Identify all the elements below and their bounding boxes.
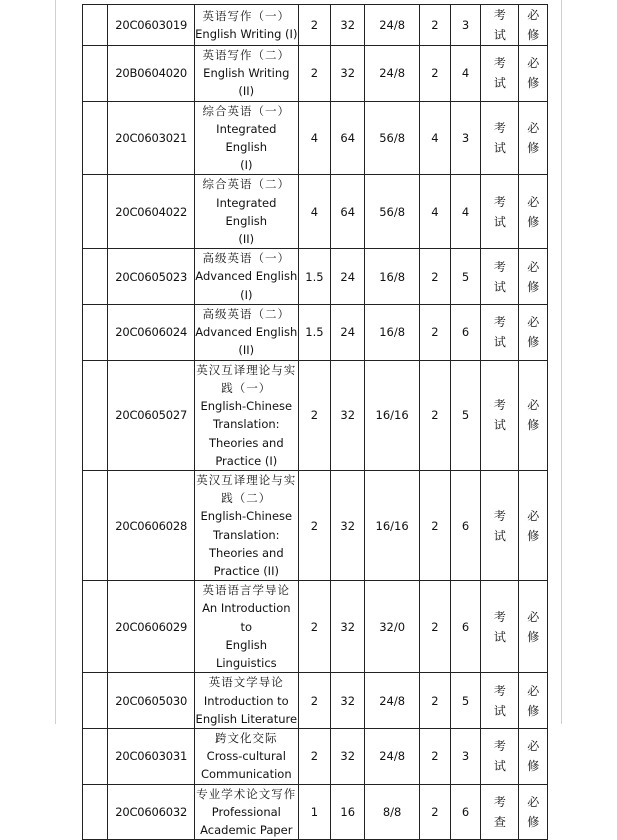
course-type (519, 581, 548, 673)
course-split: 16/16 (365, 471, 420, 581)
category-cell (83, 581, 108, 673)
course-split: 56/8 (365, 101, 420, 175)
course-type-char: 必 (527, 739, 540, 754)
category-cell (83, 360, 108, 470)
course-semester: 3 (450, 101, 481, 175)
course-code: 20C0605027 (108, 360, 195, 470)
course-type-char: 必 (527, 121, 540, 136)
course-assessment (481, 46, 519, 102)
course-type-char: 修 (527, 214, 540, 229)
course-assessment-char: 试 (493, 141, 506, 156)
course-type (519, 304, 548, 360)
course-hours: 32 (331, 581, 365, 673)
course-name-en: English Linguistics (215, 637, 277, 671)
course-type (519, 101, 548, 175)
course-weekly: 2 (420, 304, 451, 360)
course-type-char: 修 (527, 703, 540, 718)
category-cell (83, 175, 108, 249)
course-name-zh: 综合英语（一） (202, 103, 291, 118)
course-name (195, 728, 299, 784)
course-split: 8/8 (365, 784, 420, 840)
course-type (519, 175, 548, 249)
course-table-body (83, 5, 548, 840)
course-name-en: Introduction to (203, 693, 289, 708)
course-code: 20C0604022 (108, 175, 195, 249)
course-table (82, 4, 548, 840)
course-assessment-char: 考 (493, 194, 506, 209)
course-type-char: 修 (527, 76, 540, 91)
course-credits: 1.5 (298, 249, 331, 305)
table-row (83, 728, 548, 784)
category-cell (83, 249, 108, 305)
course-name-en: An Introduction to (202, 601, 291, 634)
course-name-en: Cross-cultural (206, 749, 286, 764)
table-row (83, 360, 548, 470)
category-cell (83, 471, 108, 581)
course-type-char: 修 (527, 418, 540, 433)
course-weekly: 2 (420, 784, 451, 840)
course-assessment-char: 试 (493, 528, 506, 543)
course-assessment (481, 5, 519, 46)
course-split: 16/16 (365, 360, 420, 470)
category-cell (83, 5, 108, 46)
course-name-zh: 英语语言学导论 (202, 583, 291, 598)
table-row (83, 304, 548, 360)
course-name-en: English Writing (II) (203, 66, 290, 99)
course-name (195, 249, 299, 305)
course-type (519, 673, 548, 729)
course-assessment-char: 考 (493, 315, 506, 330)
course-name (195, 784, 299, 840)
course-split: 24/8 (365, 46, 420, 102)
category-cell (83, 673, 108, 729)
course-weekly: 4 (420, 175, 451, 249)
course-assessment (481, 175, 519, 249)
course-code: 20B0604020 (108, 46, 195, 102)
course-assessment-char: 试 (493, 28, 506, 42)
course-name-zh: 英语写作（一） (202, 8, 291, 23)
course-split: 16/8 (365, 249, 420, 305)
course-name-en: Professional (211, 804, 281, 819)
course-hours: 64 (331, 101, 365, 175)
course-type (519, 249, 548, 305)
course-assessment-char: 试 (493, 214, 506, 229)
course-name-zh: 英语写作（二） (202, 48, 291, 62)
course-credits: 2 (298, 471, 331, 581)
course-weekly: 2 (420, 673, 451, 729)
course-type (519, 728, 548, 784)
course-name-zh: 专业学术论文写作 (196, 786, 297, 801)
course-credits: 1 (298, 784, 331, 840)
course-code: 20C0606028 (108, 471, 195, 581)
course-name (195, 304, 299, 360)
course-type-char: 必 (527, 315, 540, 330)
table-row (83, 673, 548, 729)
category-cell (83, 101, 108, 175)
course-name-en: English-Chinese (200, 509, 293, 524)
course-semester: 5 (450, 249, 481, 305)
course-semester: 5 (450, 673, 481, 729)
course-assessment-char: 考 (493, 398, 506, 413)
course-hours: 32 (331, 46, 365, 102)
course-credits: 2 (298, 5, 331, 46)
course-assessment-char: 查 (493, 814, 506, 829)
course-type-char: 修 (527, 528, 540, 543)
course-type-char: 必 (527, 398, 540, 413)
course-type-char: 修 (527, 759, 540, 774)
course-assessment-char: 考 (493, 609, 506, 624)
course-type-char: 必 (527, 508, 540, 523)
course-type-char: 必 (527, 194, 540, 209)
course-weekly: 2 (420, 581, 451, 673)
course-weekly: 4 (420, 101, 451, 175)
course-code: 20C0603021 (108, 101, 195, 175)
course-credits: 4 (298, 101, 331, 175)
course-type-char: 必 (527, 794, 540, 809)
course-type-char: 必 (527, 683, 540, 698)
course-assessment (481, 471, 519, 581)
course-assessment (481, 784, 519, 840)
course-name-en: English Writing (I) (195, 27, 298, 41)
table-row (83, 46, 548, 102)
course-hours: 32 (331, 673, 365, 729)
course-type-char: 修 (527, 814, 540, 829)
course-name-en: Advanced English (I) (195, 269, 298, 302)
course-assessment-char: 试 (493, 629, 506, 644)
course-split: 24/8 (365, 673, 420, 729)
course-type-char: 修 (527, 141, 540, 156)
course-name (195, 175, 299, 249)
course-semester: 4 (450, 175, 481, 249)
course-name-en: Communication (200, 767, 292, 782)
course-assessment-char: 考 (493, 508, 506, 523)
course-weekly: 2 (420, 728, 451, 784)
category-cell (83, 46, 108, 102)
course-assessment-char: 考 (493, 739, 506, 754)
course-hours: 32 (331, 360, 365, 470)
table-row (83, 471, 548, 581)
course-code: 20C0605030 (108, 673, 195, 729)
course-name-en: Academic Paper (200, 822, 293, 837)
course-assessment-char: 试 (493, 335, 506, 350)
course-name-en: Integrated English (216, 195, 277, 228)
course-name-en: Practice (II) (213, 564, 279, 579)
course-type (519, 471, 548, 581)
table-row (83, 175, 548, 249)
course-code: 20C0603019 (108, 5, 195, 46)
table-row (83, 101, 548, 175)
course-credits: 4 (298, 175, 331, 249)
table-row (83, 5, 548, 46)
course-hours: 16 (331, 784, 365, 840)
course-split: 16/8 (365, 304, 420, 360)
course-assessment (481, 360, 519, 470)
course-name-en: Theories and (208, 435, 284, 450)
course-name-zh: 高级英语（二） (202, 307, 291, 322)
course-type-char: 必 (527, 8, 540, 22)
course-type (519, 784, 548, 840)
category-cell (83, 304, 108, 360)
course-assessment-char: 试 (493, 418, 506, 433)
course-assessment (481, 304, 519, 360)
course-type-char: 修 (527, 629, 540, 644)
course-semester: 5 (450, 360, 481, 470)
course-type-char: 必 (527, 609, 540, 624)
category-cell (83, 784, 108, 840)
course-type (519, 5, 548, 46)
course-credits: 2 (298, 46, 331, 102)
course-type-char: 必 (527, 259, 540, 274)
course-hours: 24 (331, 249, 365, 305)
course-assessment-char: 试 (493, 76, 506, 91)
course-semester: 4 (450, 46, 481, 102)
course-name (195, 581, 299, 673)
course-assessment-char: 考 (493, 794, 506, 809)
course-split: 24/8 (365, 5, 420, 46)
course-credits: 2 (298, 728, 331, 784)
course-type-char: 修 (527, 279, 540, 294)
page-right-edge (561, 0, 562, 724)
course-name (195, 360, 299, 470)
course-type-char: 修 (527, 335, 540, 350)
course-assessment-char: 考 (493, 121, 506, 136)
course-name-zh: 综合英语（二） (202, 177, 291, 192)
table-row (83, 249, 548, 305)
course-weekly: 2 (420, 360, 451, 470)
course-name-en: (II) (238, 232, 255, 247)
course-assessment (481, 101, 519, 175)
course-code: 20C0606029 (108, 581, 195, 673)
course-code: 20C0606032 (108, 784, 195, 840)
course-assessment (481, 728, 519, 784)
course-hours: 32 (331, 728, 365, 784)
table-row (83, 581, 548, 673)
course-semester: 3 (450, 728, 481, 784)
course-credits: 2 (298, 673, 331, 729)
course-assessment-char: 考 (493, 56, 506, 71)
course-split: 56/8 (365, 175, 420, 249)
course-type (519, 46, 548, 102)
course-name-en: Translation: (213, 417, 280, 432)
course-semester: 6 (450, 304, 481, 360)
course-name-en: English Literature (195, 711, 298, 726)
course-name-zh: 英语文学导论 (208, 675, 284, 690)
course-assessment-char: 试 (493, 759, 506, 774)
course-name-zh: 英汉互译理论与实 (196, 362, 297, 377)
course-hours: 24 (331, 304, 365, 360)
course-hours: 32 (331, 471, 365, 581)
course-type-char: 必 (527, 56, 540, 71)
course-name-en: Integrated English (216, 121, 277, 155)
course-credits: 2 (298, 360, 331, 470)
page-left-edge (55, 0, 56, 724)
course-name (195, 471, 299, 581)
category-cell (83, 728, 108, 784)
course-semester: 6 (450, 581, 481, 673)
course-name (195, 5, 299, 46)
course-name-en: Translation: (213, 527, 280, 542)
course-name (195, 673, 299, 729)
course-assessment-char: 考 (493, 8, 506, 22)
course-split: 24/8 (365, 728, 420, 784)
course-name-en: Advanced English (195, 325, 298, 340)
course-name-en: Theories and (208, 545, 284, 560)
course-type-char: 修 (527, 28, 540, 42)
course-name-zh: 英汉互译理论与实 (196, 473, 297, 488)
course-weekly: 2 (420, 471, 451, 581)
course-name-zh: 跨文化交际 (215, 730, 278, 745)
course-assessment (481, 249, 519, 305)
course-code: 20C0606024 (108, 304, 195, 360)
course-semester: 6 (450, 784, 481, 840)
course-assessment (481, 581, 519, 673)
course-name-zh-cont: 践（一） (221, 381, 272, 396)
course-code: 20C0603031 (108, 728, 195, 784)
course-name-en: (I) (240, 158, 253, 173)
course-credits: 2 (298, 581, 331, 673)
course-credits: 1.5 (298, 304, 331, 360)
course-hours: 32 (331, 5, 365, 46)
course-name-zh-cont: 践（二） (221, 491, 272, 506)
course-hours: 64 (331, 175, 365, 249)
course-assessment (481, 673, 519, 729)
course-semester: 6 (450, 471, 481, 581)
course-code: 20C0605023 (108, 249, 195, 305)
course-weekly: 2 (420, 5, 451, 46)
course-name-en: Practice (I) (215, 453, 278, 468)
course-name-en: English-Chinese (200, 399, 293, 414)
course-assessment-char: 试 (493, 703, 506, 718)
course-type (519, 360, 548, 470)
course-assessment-char: 考 (493, 683, 506, 698)
course-weekly: 2 (420, 46, 451, 102)
course-name-zh: 高级英语（一） (202, 251, 291, 266)
course-name (195, 101, 299, 175)
course-assessment-char: 试 (493, 279, 506, 294)
table-row (83, 784, 548, 840)
course-split: 32/0 (365, 581, 420, 673)
course-name-en: (II) (238, 343, 255, 358)
course-name (195, 46, 299, 102)
course-weekly: 2 (420, 249, 451, 305)
course-semester: 3 (450, 5, 481, 46)
course-assessment-char: 考 (493, 259, 506, 274)
